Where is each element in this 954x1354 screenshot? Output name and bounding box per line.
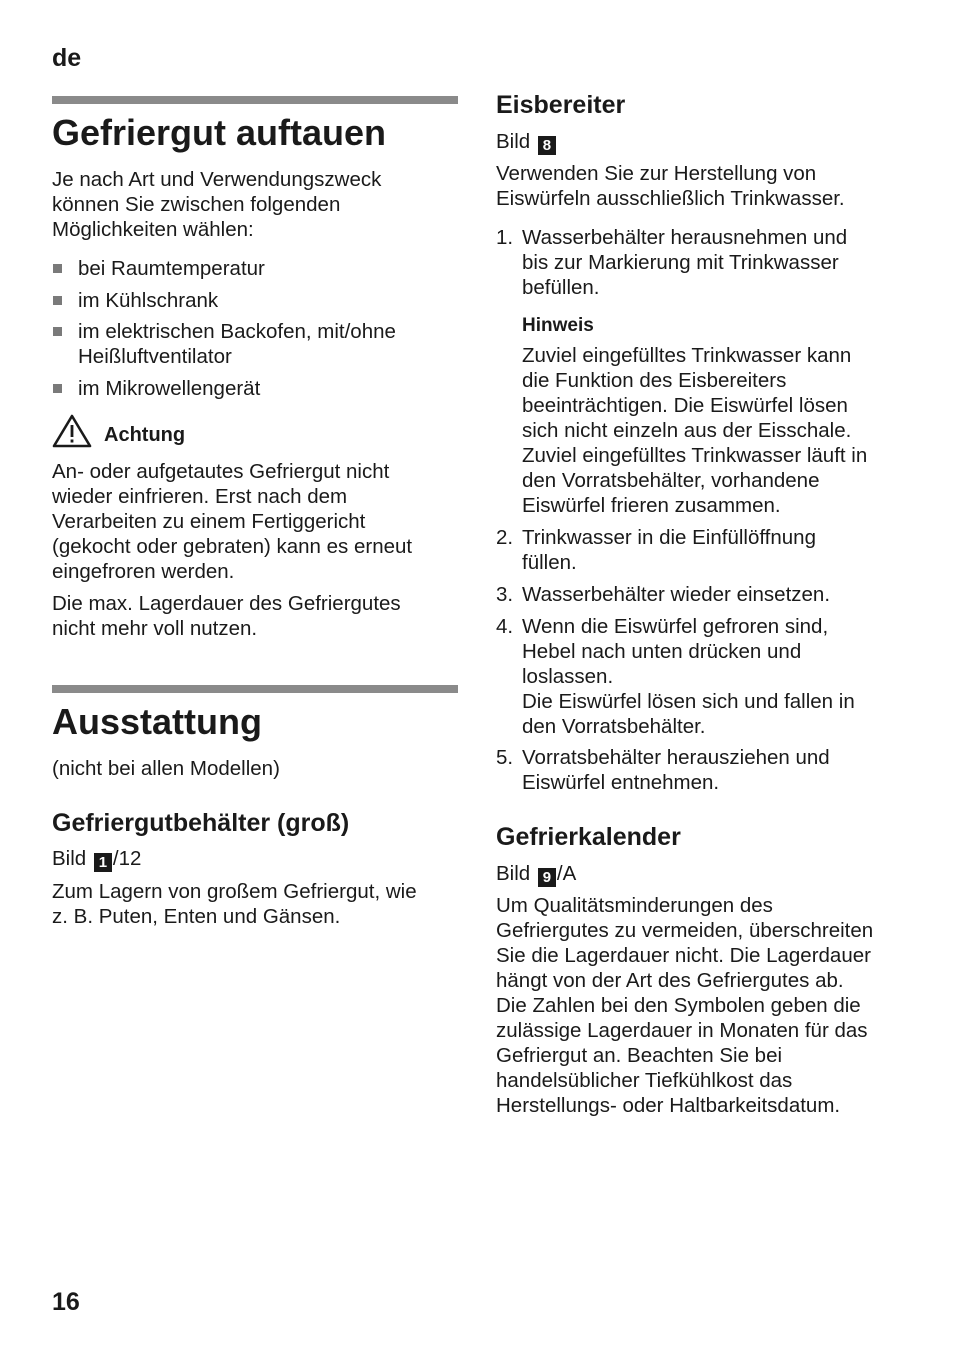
warning-triangle-icon <box>52 414 92 448</box>
section-rule <box>52 685 458 693</box>
figure-reference: Bild 1 /12 <box>52 847 142 871</box>
figure-reference: Bild 8 <box>496 129 557 155</box>
page-number: 16 <box>52 1288 80 1316</box>
eis-intro: Verwenden Sie zur Herstellung von Eiswürfeln ausschließlich Trinkwasser. <box>496 162 845 210</box>
heading-ausstattung: Ausstattung <box>52 701 262 742</box>
hinweis-heading: Hinweis <box>522 315 594 336</box>
models-note: (nicht bei allen Modellen) <box>52 757 280 780</box>
bullet-square-icon <box>53 384 62 393</box>
bullet-square-icon <box>53 327 62 336</box>
bullet-square-icon <box>53 296 62 305</box>
figure-reference: Bild 9 /A <box>496 862 577 886</box>
kalender-paragraph: Um Qualitätsminderungen des Gefriergutes zu vermeiden, überschreiten Sie die Lagerdauer nicht. Die Lagerdauer hängt von der Art des Gefriergutes ab. Die Zahlen bei den Symbolen geben die zulässige Lagerdauer in Monaten für das Gefriergut an. Beachten Sie bei handelsüblicher Tiefkühlkost das Herstellungs- oder Haltbarkeitsdatum. <box>496 894 874 1117</box>
storage-paragraph: Die max. Lagerdauer des Gefriergutes nicht mehr voll nutzen. <box>52 592 401 640</box>
warning-label: Achtung <box>104 424 186 446</box>
intro-paragraph: Je nach Art und Verwendungszweck können Sie zwischen folgenden Möglichkeiten wählen: <box>52 168 382 241</box>
section-rule <box>52 96 458 104</box>
heading-gefrierkalender: Gefrierkalender <box>496 823 681 851</box>
heading-gefriergut-auftauen: Gefriergut auftauen <box>52 112 387 153</box>
figure-number-badge: 1 <box>94 853 112 872</box>
heading-gefriergutbehaelter: Gefriergutbehälter (groß) <box>52 809 350 837</box>
language-tag: de <box>52 44 82 72</box>
warning-text: An- oder aufgetautes Gefriergut nicht wieder einfrieren. Erst nach dem Verarbeiten zu einem Fertiggericht (gekocht oder gebraten) kann es erneut eingefroren werden. <box>52 460 413 583</box>
heading-eisbereiter: Eisbereiter <box>496 91 626 119</box>
bullet-square-icon <box>53 264 62 273</box>
figure-number-badge: 9 <box>538 868 556 887</box>
container-paragraph: Zum Lagern von großem Gefriergut, wie z. B. Puten, Enten und Gänsen. <box>52 880 417 928</box>
figure-number-badge: 8 <box>538 136 556 155</box>
hinweis-text: Zuviel eingefülltes Trinkwasser kann die Funktion des Eisbereiters beeinträchtigen. Die Eiswürfel lösen sich nicht einzeln aus der Eisschale. Zuviel eingefülltes Trinkwasser läuft in den Vorratsbehälter, vorhandene Eiswürfel frieren zusammen. <box>522 344 868 517</box>
